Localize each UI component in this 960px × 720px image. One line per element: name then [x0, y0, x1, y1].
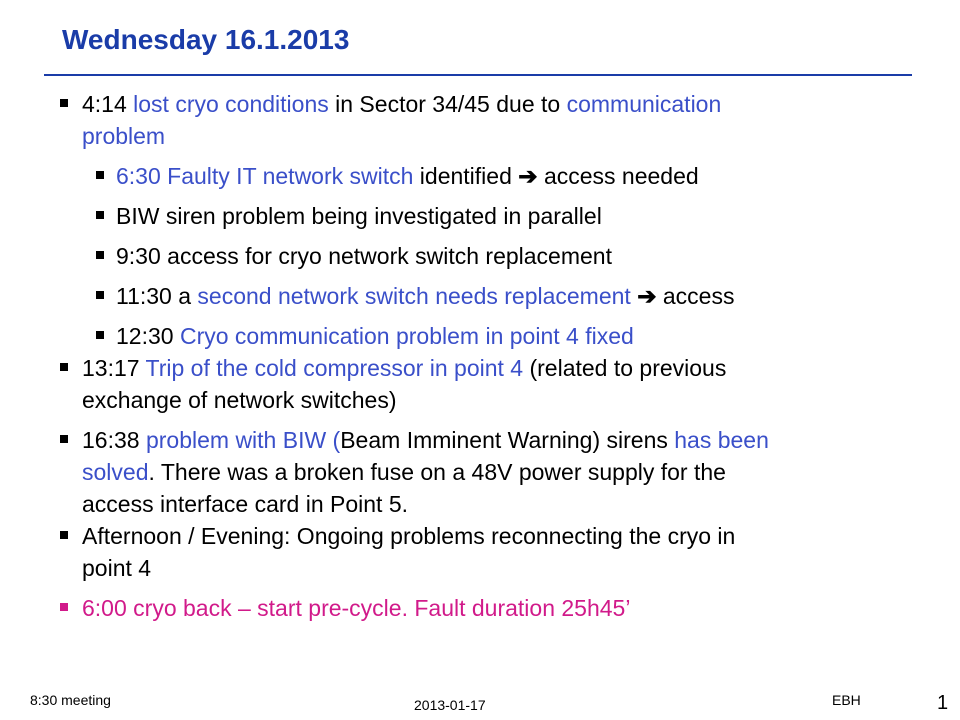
bullet-text: problem with BIW (: [145, 427, 341, 453]
bullet-line: [82, 488, 408, 520]
bullet-text: Trip of the cold compressor in point 4: [145, 355, 524, 381]
arrow-right-icon: ➔: [637, 283, 657, 309]
bullet-square-icon: [96, 171, 104, 179]
footer-meeting: 8:30 meeting: [30, 692, 111, 708]
bullet-square-icon: [60, 603, 68, 611]
footer-date: 2013-01-17: [414, 697, 486, 713]
arrow-right-icon: ➔: [518, 163, 538, 189]
bullet-line: [116, 160, 699, 192]
bullet-text: second network switch needs replacement: [197, 283, 631, 309]
bullet-line: [82, 88, 721, 120]
bullet-text: lost cryo conditions: [133, 91, 329, 117]
bullet-text: communication: [566, 91, 722, 117]
bullet-text: Afternoon / Evening: Ongoing problems reconnecting the cryo in: [82, 523, 736, 549]
bullet-text: 9:30 access for cryo network switch replacement: [116, 243, 612, 269]
bullet-square-icon: [96, 251, 104, 259]
bullet-line: [82, 120, 165, 152]
bullet-text: Beam Imminent Warning) sirens: [340, 427, 675, 453]
bullet-text: access: [656, 283, 735, 309]
bullet-square-icon: [60, 99, 68, 107]
bullet-line: [82, 552, 151, 584]
bullet-line: [82, 384, 397, 416]
bullet-square-icon: [60, 363, 68, 371]
bullet-text: 11:30 a: [116, 283, 198, 309]
bullet-line: [116, 240, 612, 272]
page-number: 1: [937, 692, 949, 714]
bullet-text: exchange of network switches): [82, 387, 397, 413]
slide-title: Wednesday 16.1.2013: [62, 24, 350, 55]
bullet-line: [82, 592, 630, 624]
bullet-square-icon: [96, 211, 104, 219]
bullet-square-icon: [60, 435, 68, 443]
bullet-line: [82, 352, 726, 384]
bullet-text: . There was a broken fuse on a 48V power supply for the: [148, 459, 726, 485]
bullet-line: [82, 520, 735, 552]
bullet-line: [116, 200, 602, 232]
bullet-square-icon: [96, 291, 104, 299]
bullet-text: (related to previous: [523, 355, 727, 381]
bullet-text: has been: [674, 427, 769, 453]
bullet-text: BIW siren problem being investigated in parallel: [116, 203, 602, 229]
bullet-text: in Sector 34/45 due to: [328, 91, 567, 117]
bullet-text: 4:14: [82, 91, 134, 117]
bullet-text: point 4: [82, 555, 152, 581]
bullet-text: problem: [82, 123, 166, 149]
bullet-text: 12:30: [116, 323, 180, 349]
bullet-text: solved: [82, 459, 149, 485]
bullet-square-icon: [96, 331, 104, 339]
bullet-text: 13:17: [82, 355, 146, 381]
bullet-text: Cryo communication problem in point 4 fixed: [179, 323, 634, 349]
bullet-text: access interface card in Point 5.: [82, 491, 408, 517]
bullet-line: [82, 456, 726, 488]
bullet-text: 6:30 Faulty IT network switch: [116, 163, 414, 189]
bullet-text: 6:00 cryo back – start pre-cycle. Fault duration 25h45’: [82, 595, 631, 621]
bullet-square-icon: [60, 531, 68, 539]
bullet-text: identified: [413, 163, 519, 189]
bullet-text: access needed: [537, 163, 699, 189]
bullet-text: 16:38: [82, 427, 146, 453]
bullet-line: [116, 320, 634, 352]
bullet-line: [82, 424, 769, 456]
bullet-line: [116, 280, 734, 312]
footer-author: EBH: [832, 692, 861, 708]
